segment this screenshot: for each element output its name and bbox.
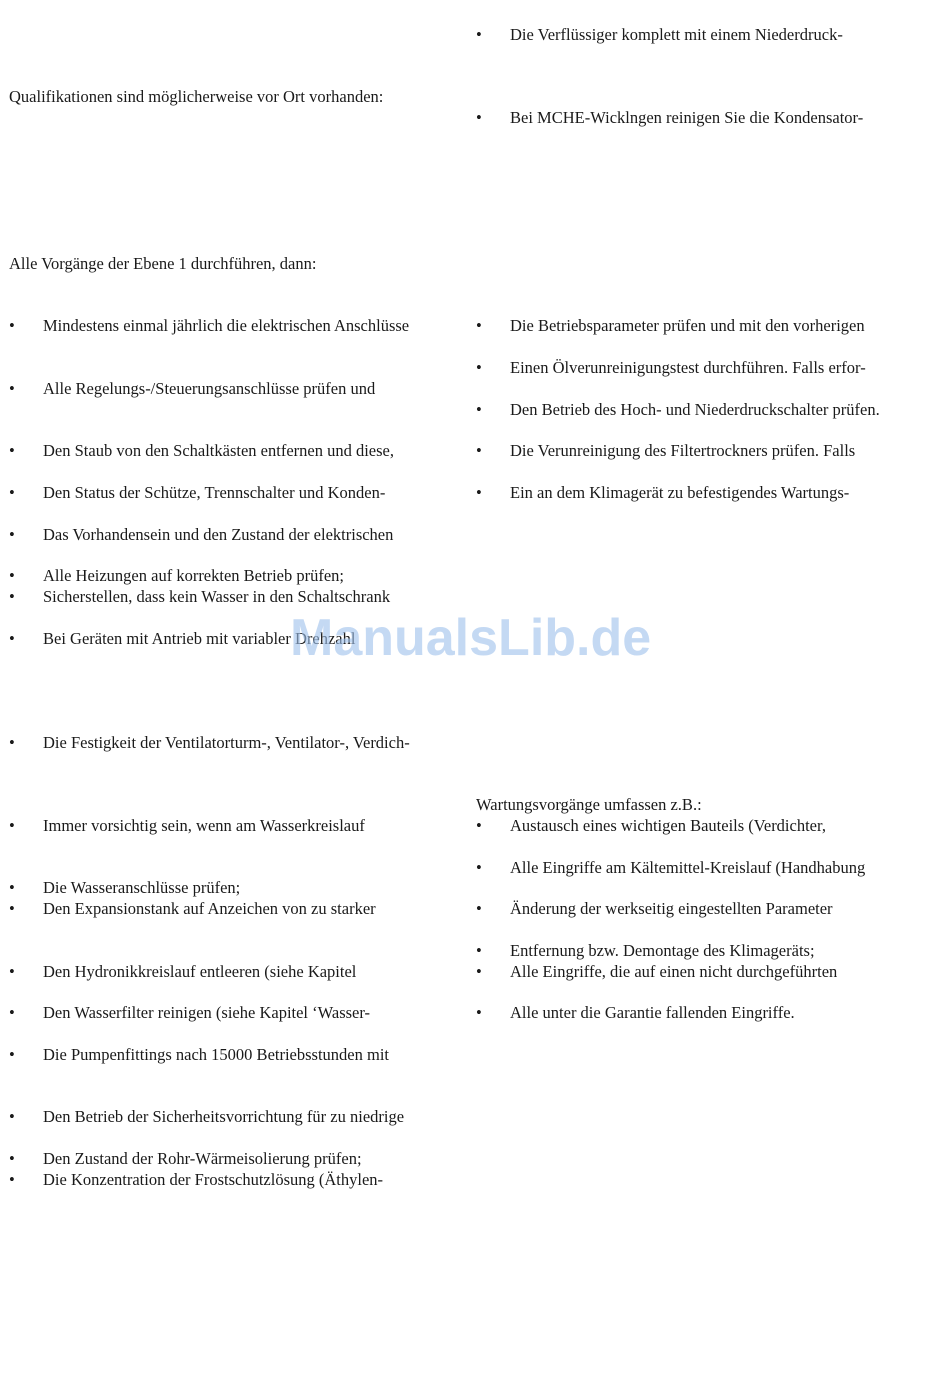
list-item: Die Betriebsparameter prüfen und mit den vorherigen [510,316,865,335]
list-item: Bei MCHE-Wicklngen reinigen Sie die Kondensator- [510,108,864,127]
list-item: Bei Geräten mit Antrieb mit variabler Drehzahl [43,629,356,648]
bullet-icon: • [9,899,15,918]
bullet-icon: • [9,1107,15,1126]
list-item: Das Vorhandensein und den Zustand der elektrischen [43,525,394,544]
bullet-icon: • [9,587,15,606]
list-item: Den Status der Schütze, Trennschalter und Konden- [43,483,386,502]
list-item: Den Zustand der Rohr-Wärmeisolierung prüfen; [43,1149,362,1168]
bullet-icon: • [476,358,482,377]
bullet-icon: • [9,566,15,585]
bullet-icon: • [476,316,482,335]
list-item: Änderung der werkseitig eingestellten Parameter [510,899,833,918]
manualslib-watermark: ManualsLib.de [290,609,652,667]
list-item: Entfernung bzw. Demontage des Klimageräts; [510,941,815,960]
maintenance-intro-text: Wartungsvorgänge umfassen z.B.: [476,795,702,814]
level-intro-text: Alle Vorgänge der Ebene 1 durchführen, dann: [9,254,317,273]
list-item: Den Betrieb des Hoch- und Niederdruckschalter prüfen. [510,400,880,419]
bullet-icon: • [476,816,482,835]
bullet-icon: • [9,525,15,544]
bullet-icon: • [9,483,15,502]
list-item: Die Festigkeit der Ventilatorturm-, Ventilator-, Verdich- [43,733,410,752]
bullet-icon: • [9,379,15,398]
bullet-icon: • [476,899,482,918]
qualifications-text: Qualifikationen sind möglicherweise vor Ort vorhanden: [9,87,384,106]
bullet-icon: • [476,941,482,960]
bullet-icon: • [476,108,482,127]
list-item: Die Verflüssiger komplett mit einem Niederdruck- [510,25,843,44]
bullet-icon: • [9,962,15,981]
list-item: Alle Eingriffe am Kältemittel-Kreislauf (Handhabung [510,858,866,877]
list-item: Austausch eines wichtigen Bauteils (Verdichter, [510,816,826,835]
bullet-icon: • [9,441,15,460]
bullet-icon: • [9,1170,15,1189]
list-item: Alle unter die Garantie fallenden Eingriffe. [510,1003,795,1022]
list-item: Sicherstellen, dass kein Wasser in den Schaltschrank [43,587,391,606]
list-item: Die Verunreinigung des Filtertrockners prüfen. Falls [510,441,856,460]
list-item: Mindestens einmal jährlich die elektrischen Anschlüsse [43,316,410,335]
bullet-icon: • [476,483,482,502]
list-item: Einen Ölverunreinigungstest durchführen. Falls erfor- [510,358,866,377]
bullet-icon: • [9,1149,15,1168]
bullet-icon: • [9,1003,15,1022]
bullet-icon: • [9,1045,15,1064]
bullet-icon: • [476,962,482,981]
list-item: Die Pumpenfittings nach 15000 Betriebsstunden mit [43,1045,390,1064]
bullet-icon: • [476,858,482,877]
list-item: Den Hydronikkreislauf entleeren (siehe Kapitel [43,962,357,981]
list-item: Die Wasseranschlüsse prüfen; [43,878,241,897]
list-item: Den Wasserfilter reinigen (siehe Kapitel ‘Wasser- [43,1003,371,1022]
bullet-icon: • [476,441,482,460]
list-item: Den Betrieb der Sicherheitsvorrichtung für zu niedrige [43,1107,405,1126]
list-item: Den Expansionstank auf Anzeichen von zu starker [43,899,376,918]
bullet-icon: • [9,816,15,835]
bullet-icon: • [476,1003,482,1022]
bullet-icon: • [476,400,482,419]
list-item: Immer vorsichtig sein, wenn am Wasserkreislauf [43,816,365,835]
bullet-icon: • [9,629,15,648]
bullet-icon: • [9,316,15,335]
list-item: Die Konzentration der Frostschutzlösung (Äthylen- [43,1170,384,1189]
bullet-icon: • [9,878,15,897]
bullet-icon: • [9,733,15,752]
list-item: Ein an dem Klimagerät zu befestigendes Wartungs- [510,483,850,502]
bullet-icon: • [476,25,482,44]
list-item: Alle Regelungs-/Steuerungsanschlüsse prüfen und [43,379,376,398]
list-item: Alle Heizungen auf korrekten Betrieb prüfen; [43,566,345,585]
list-item: Den Staub von den Schaltkästen entfernen und diese, [43,441,394,460]
list-item: Alle Eingriffe, die auf einen nicht durchgeführten [510,962,838,981]
